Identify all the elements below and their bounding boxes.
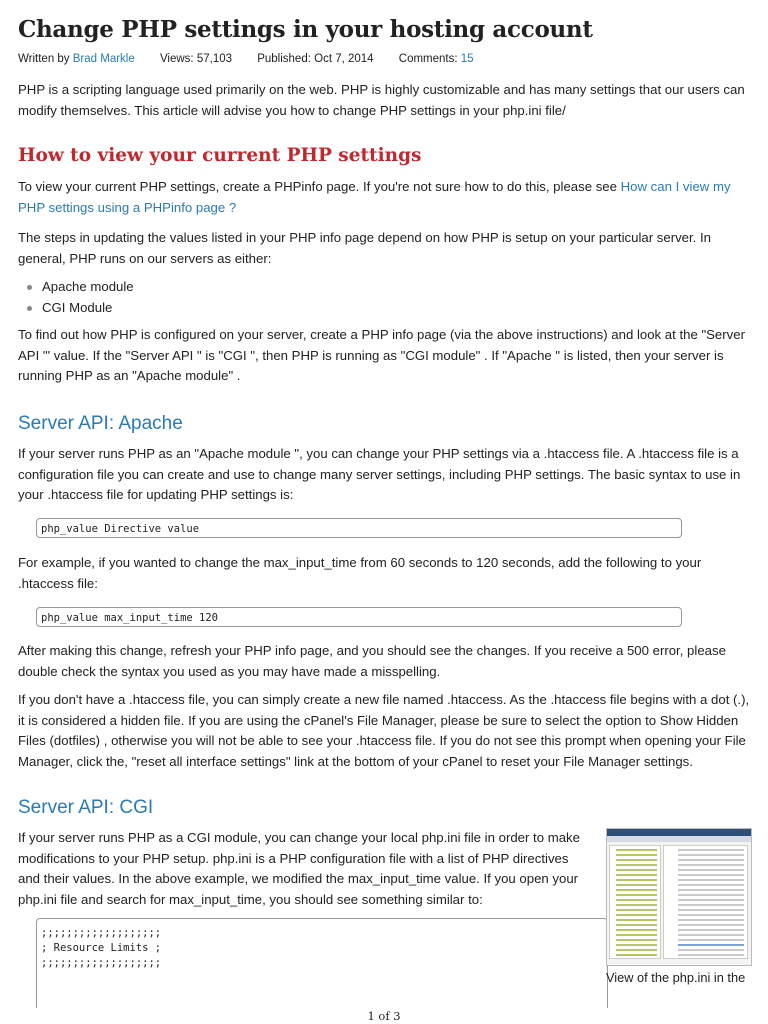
section-heading-cgi: Server API: CGI [18,797,154,818]
author-link[interactable]: Brad Markle [72,53,135,65]
apache-paragraph-1: If your server runs PHP as an "Apache module ", you can change your PHP settings via a .htaccess file. A .htaccess file is a configuration file you can create and use to change many server settings, including PHP settings. The basic syntax to use in your .htaccess file for updating PHP settings is: [18,446,741,502]
code-snippet-example: php_value max_input_time 120 [36,607,682,627]
list-item: Apache module [18,277,134,298]
page-indicator: 1 of 3 [367,1009,401,1023]
article-meta [18,53,496,65]
published-date: Published: Oct 7, 2014 [257,53,374,65]
page-title: Change PHP settings in your hosting account [18,16,593,43]
code-block-phpini [36,918,608,1008]
code-line: ;;;;;;;;;;;;;;;;;;; [41,957,162,969]
steps-paragraph: The steps in updating the values listed in your PHP info page depend on how PHP is setup on your particular server. In general, PHP runs on our servers as either: [18,230,712,266]
author-info: Written by Brad Markle [18,53,135,65]
comments-info: Comments: 15 [398,53,474,65]
apache-paragraph-4: If you don't have a .htaccess file, you can simply create a new file named .htaccess. As the .htaccess file begins with a dot (.), it is considered a hidden file. If you are using the cPanel's File Manager, please be sure to select the option to Show Hidden Files (dotfiles) , otherwise you will not be able to see your .htaccess file. If you do not see this prompt when opening your File Manager, click the, "reset all interface settings" link at the bottom of your cPanel to reset your File Manager settings. [18,692,750,769]
apache-paragraph-2: For example, if you wanted to change the max_input_time from 60 seconds to 120 seconds, add the following to your .htaccess file: [18,555,702,591]
view-settings-paragraph: To view your current PHP settings, create a PHPinfo page. If you're not sure how to do this, please see How can I view my PHP settings using a PHPinfo page ? [18,179,731,215]
list-item: CGI Module [18,298,134,319]
cgi-paragraph: If your server runs PHP as a CGI module, you can change your local php.ini file in order to make modifications to your PHP setup. php.ini is a PHP configuration file with a list of PHP directives and their values. In the above example, we modified the max_input_time value. If you open your php.ini file and search for max_input_time, you should see something similar to: [18,830,580,907]
intro-paragraph: PHP is a scripting language used primarily on the web. PHP is highly customizable and has many settings that our users can modify themselves. This article will advise you how to change PHP settings in your php.ini file/ [18,82,745,118]
code-line: ; Resource Limits ; [41,942,162,954]
phpinfo-help-link[interactable]: How can I view my PHP settings using a PHPinfo page ? [18,179,731,215]
figure-caption: View of the php.ini in the [606,970,746,985]
views-count: Views: 57,103 [159,53,233,65]
file-manager-screenshot [606,828,752,966]
find-config-paragraph: To find out how PHP is configured on your server, create a PHP info page (via the above instructions) and look at the "Server API "' value. If the "Server API " is "CGI ", then PHP is running as "CGI module" . If "Apache " is listed, then your server is running PHP as an "Apache module" . [18,327,745,383]
server-modes-list [18,277,134,318]
code-snippet-syntax: php_value Directive value [36,518,682,538]
apache-paragraph-3: After making this change, refresh your PHP info page, and you should see the changes. If you receive a 500 error, please double check the syntax you used as you may have made a misspelling. [18,643,726,679]
file-manager-figure [606,828,756,985]
section-heading-apache: Server API: Apache [18,413,183,434]
code-line: ;;;;;;;;;;;;;;;;;;; [41,927,162,939]
section-heading-view-settings: How to view your current PHP settings [18,145,422,166]
comments-link[interactable]: 15 [460,53,474,65]
